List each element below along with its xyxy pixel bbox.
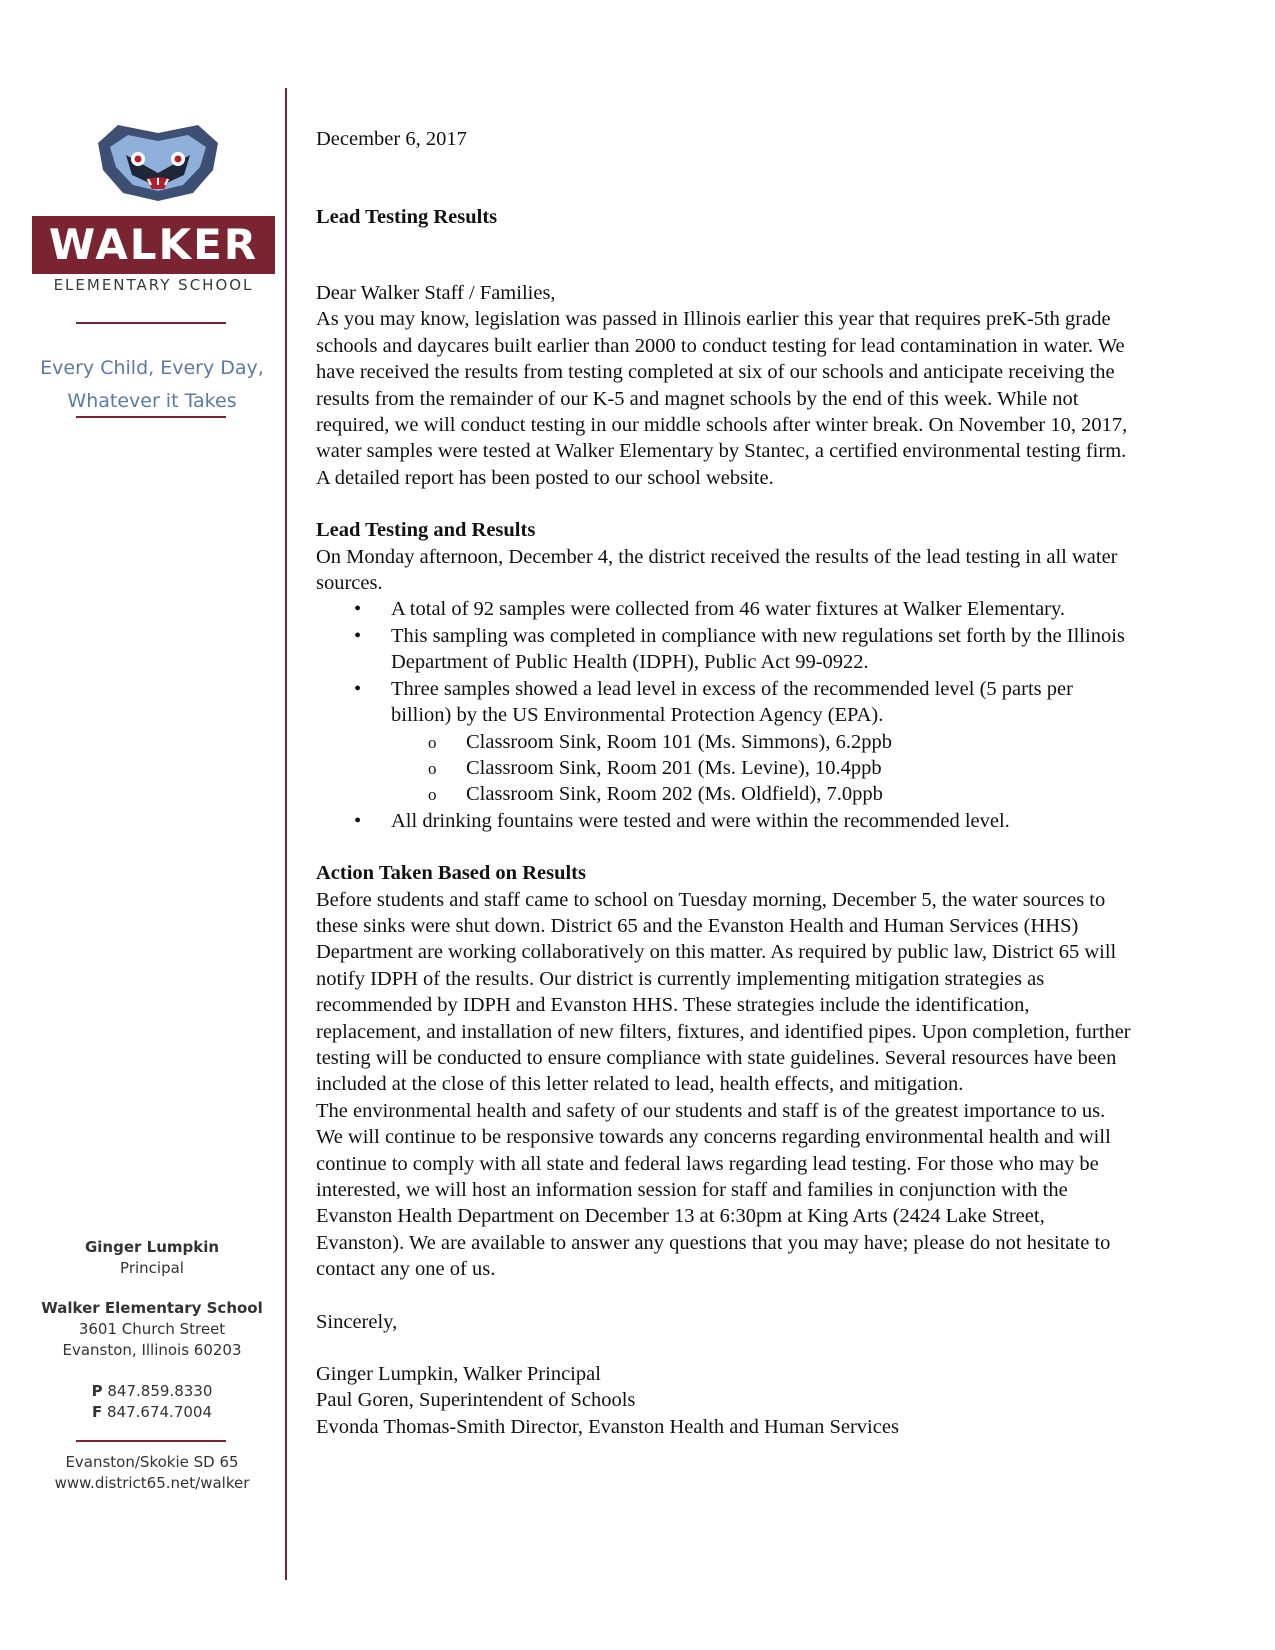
address-city: Evanston, Illinois 60203 xyxy=(62,1341,242,1359)
action-paragraph-2: The environmental health and safety of our students and staff is of the greatest importance to us. We will continue to be responsive towards any concerns regarding environmental health and will continue to comply with all state and federal laws regarding lead testing. For those who may be interested, we will host an information session for staff and families in conjunction with the Evanston Health Department on December 13 at 6:30pm at King Arts (2424 Lake Street, Evanston). We are available to answer any questions that you may have; please do not hesitate to contact any one of us. xyxy=(316,1099,1111,1281)
address-street: 3601 Church Street xyxy=(78,1320,226,1338)
signatory: Evonda Thomas-Smith Director, Evanston Health and Human Services xyxy=(316,1415,899,1438)
principal-title: Principal xyxy=(120,1259,184,1277)
signatory: Ginger Lumpkin, Walker Principal xyxy=(316,1363,601,1386)
school-logo-subtitle: ELEMENTARY SCHOOL xyxy=(53,276,254,294)
salutation: Dear Walker Staff / Families, xyxy=(316,282,556,304)
spacer xyxy=(316,834,1136,860)
letter-title: Lead Testing Results xyxy=(316,206,498,228)
list-item-text: Three samples showed a lead level in excess of the recommended level (5 parts per billion) by the US Environmental Protection Agency (EPA). xyxy=(391,677,1073,727)
principal-name: Ginger Lumpkin xyxy=(84,1238,220,1256)
address-block xyxy=(16,1298,288,1361)
district-block xyxy=(16,1452,288,1494)
list-item xyxy=(316,676,1136,808)
spacer xyxy=(316,1283,1136,1309)
school-motto xyxy=(16,352,288,418)
letter-body xyxy=(316,280,1136,1440)
list-item: • This sampling was completed in compliance with new regulations set forth by the Illinois Department of Public Health (IDPH), Public Act 99-0922. xyxy=(316,623,1136,676)
motto-top-rule xyxy=(76,322,226,324)
spacer xyxy=(316,491,1136,517)
address-school-name: Walker Elementary School xyxy=(41,1299,263,1317)
phone-block xyxy=(16,1381,288,1423)
sub-list-item: o Classroom Sink, Room 202 (Ms. Oldfield), 7.0ppb xyxy=(316,781,1136,807)
letter-date: December 6, 2017 xyxy=(316,128,467,150)
action-paragraph-1: Before students and staff came to school on Tuesday morning, December 5, the water sources to these sinks were shut down. District 65 and the Evanston Health and Human Services (HHS) Department are working collaboratively on this matter. As required by public law, District 65 will notify IDPH of the results. Our district is currently implementing mitigation strategies as recommended by IDPH and Evanston HHS. These strategies include the identification, replacement, and installation of new filters, fixtures, and identified pipes. Upon completion, further testing will be conducted to ensure compliance with state guidelines. Several resources have been included at the close of this letter related to lead, health effects, and mitigation. xyxy=(316,888,1131,1096)
district-name: Evanston/Skokie SD 65 xyxy=(65,1453,239,1471)
intro-paragraph: As you may know, legislation was passed in Illinois earlier this year that requires preK-5th grade schools and daycares built earlier than 2000 to conduct testing for lead contamination in water. We have received the results from testing completed at six of our schools and anticipate receiving the results from the remainder of our K-5 and magnet schools by the end of this week. While not required, we will conduct testing in our middle schools after winter break. On November 10, 2017, water samples were tested at Walker Elementary by Stantec, a certified environmental testing firm. A detailed report has been posted to our school website. xyxy=(316,308,1128,489)
list-item: • All drinking fountains were tested and were within the recommended level. xyxy=(316,808,1136,834)
signatory: Paul Goren, Superintendent of Schools xyxy=(316,1389,636,1412)
motto-line-1: Every Child, Every Day, xyxy=(40,357,264,379)
fax-number: 847.674.7004 xyxy=(107,1403,212,1421)
contact-rule xyxy=(76,1440,226,1442)
results-bullet-list xyxy=(316,596,1136,834)
list-item: • A total of 92 samples were collected from 46 water fixtures at Walker Elementary. xyxy=(316,596,1136,622)
phone-number: 847.859.8330 xyxy=(107,1382,213,1400)
motto-line-2: Whatever it Takes xyxy=(67,390,237,412)
sub-list-item: o Classroom Sink, Room 101 (Ms. Simmons), 6.2ppb xyxy=(316,729,1136,755)
principal-block xyxy=(16,1237,288,1279)
closing: Sincerely, xyxy=(316,1310,398,1333)
badger-mascot-icon xyxy=(88,115,228,205)
section-results-paragraph: On Monday afternoon, December 4, the district received the results of the lead testing in all water sources. xyxy=(316,545,1118,595)
motto-bottom-rule xyxy=(76,416,226,418)
section-heading-action: Action Taken Based on Results xyxy=(316,862,586,885)
section-heading-results: Lead Testing and Results xyxy=(316,519,536,542)
fax-label: F xyxy=(91,1403,103,1421)
sample-sub-list xyxy=(391,729,1136,808)
spacer xyxy=(316,1335,1136,1361)
phone-label: P xyxy=(91,1382,103,1400)
district-website-link[interactable]: www.district65.net/walker xyxy=(54,1474,250,1492)
school-logo-wordmark: WALKER xyxy=(32,216,275,274)
sub-list-item: o Classroom Sink, Room 201 (Ms. Levine), 10.4ppb xyxy=(316,755,1136,781)
